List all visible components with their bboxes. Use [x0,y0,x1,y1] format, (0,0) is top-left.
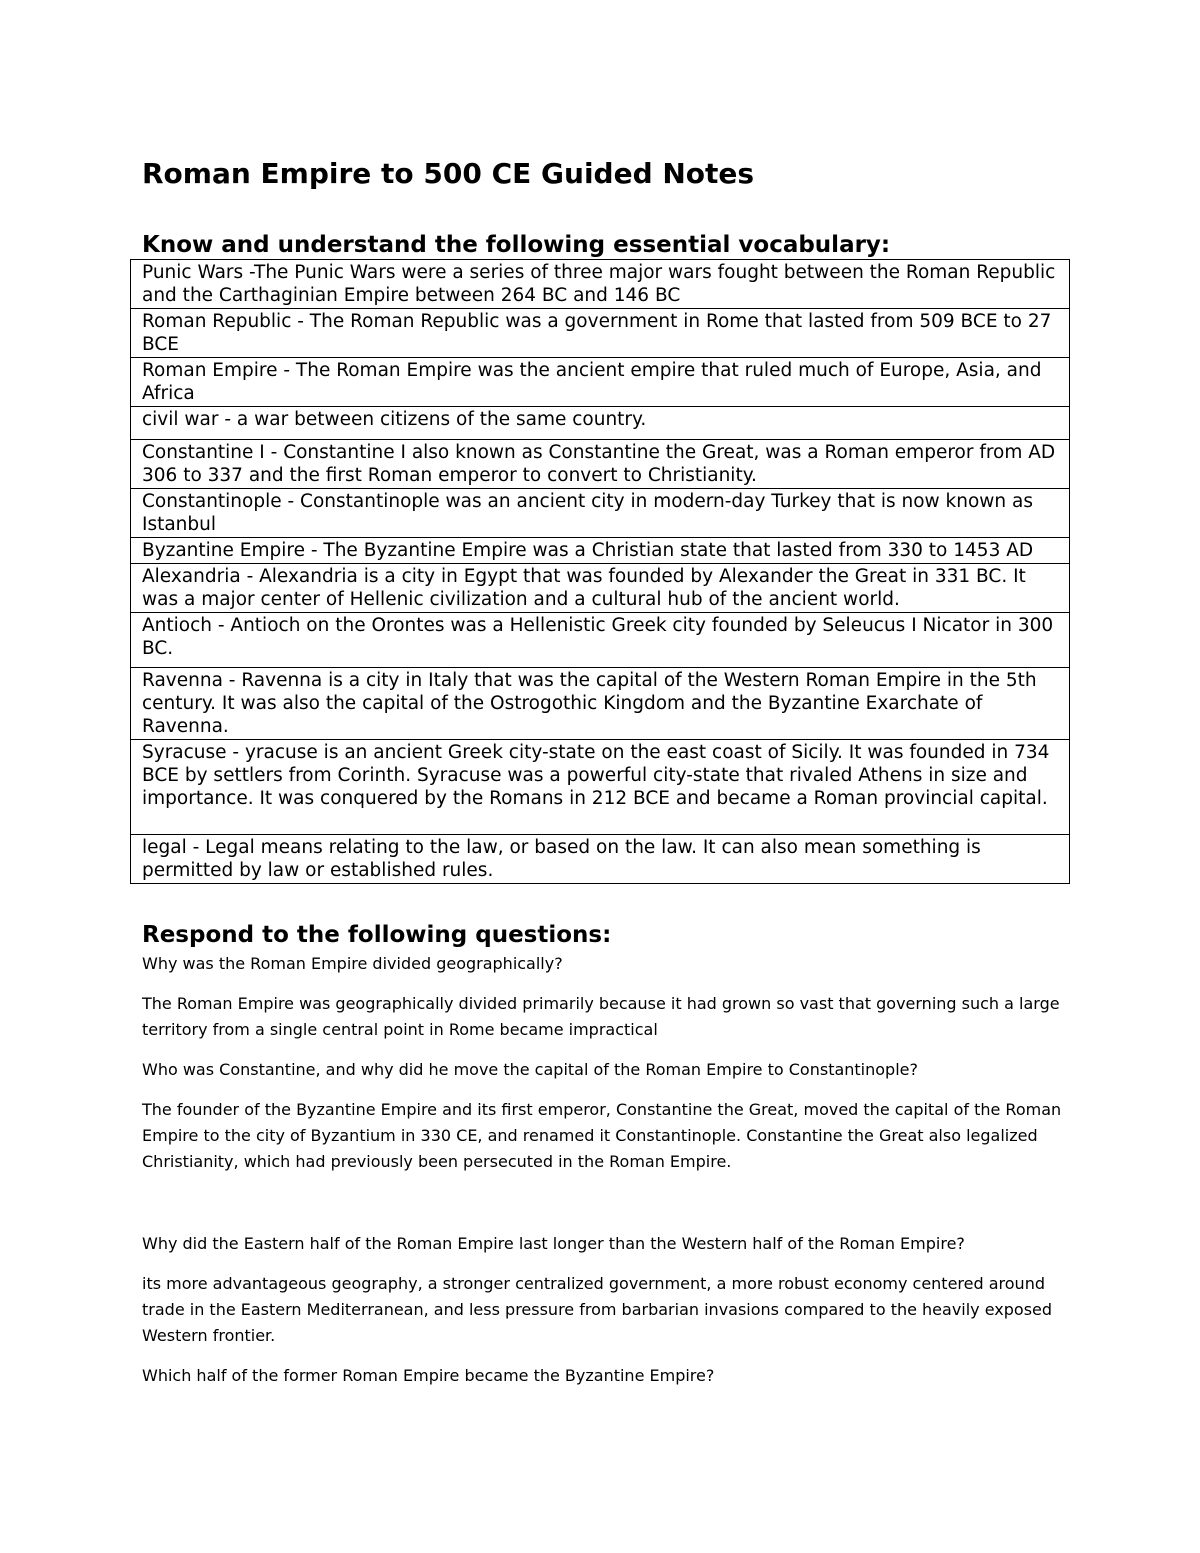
page-title: Roman Empire to 500 CE Guided Notes [142,157,755,190]
questions-heading: Respond to the following questions: [142,922,612,948]
question-3: Why did the Eastern half of the Roman Empire last longer than the Western half of the Roman Empire? [142,1234,965,1253]
vocab-syracuse: Syracuse - yracuse is an ancient Greek city-state on the east coast of Sicily. It was founded in 734 BCE by settlers from Corinth. Syracuse was a powerful city-state that rivaled Athens in size and importance. It was conquered by the Romans in 212 BCE and became a Roman provincial capital. [131,740,1070,835]
vocab-alexandria: Alexandria - Alexandria is a city in Egypt that was founded by Alexander the Great in 331 BC. It was a major center of Hellenic civilization and a cultural hub of the ancient world. [131,564,1070,613]
vocab-table [130,259,1070,884]
vocab-byzantine-empire: Byzantine Empire - The Byzantine Empire was a Christian state that lasted from 330 to 1453 AD [131,538,1070,564]
answer-3: its more advantageous geography, a stronger centralized government, a more robust economy centered around trade in the Eastern Mediterranean, and less pressure from barbarian invasions compared to the heavily exposed Western frontier. [142,1274,1053,1345]
vocab-legal: legal - Legal means relating to the law, or based on the law. It can also mean something is permitted by law or established rules. [131,835,1070,884]
vocab-constantine: Constantine I - Constantine I also known as Constantine the Great, was a Roman emperor from AD 306 to 337 and the first Roman emperor to convert to Christianity. [131,440,1070,489]
table-row [131,309,1070,358]
table-row [131,613,1070,668]
table-row [131,740,1070,835]
question-1: Why was the Roman Empire divided geographically? [142,954,563,973]
answer-2: The founder of the Byzantine Empire and its first emperor, Constantine the Great, moved the capital of the Roman Empire to the city of Byzantium in 330 CE, and renamed it Constantinople. Constantine the Great also legalized Christianity, which had previously been persecuted in the Roman Empire. [142,1100,1062,1171]
vocab-civil-war: civil war - a war between citizens of the same country. [131,407,1070,440]
vocab-heading: Know and understand the following essential vocabulary: [142,232,891,258]
vocab-ravenna: Ravenna - Ravenna is a city in Italy that was the capital of the Western Roman Empire in the 5th century. It was also the capital of the Ostrogothic Kingdom and the Byzantine Exarchate of Ravenna. [131,668,1070,740]
answer-1: The Roman Empire was geographically divided primarily because it had grown so vast that governing such a large territory from a single central point in Rome became impractical [142,994,1060,1039]
table-row [131,489,1070,538]
vocab-roman-republic: Roman Republic - The Roman Republic was a government in Rome that lasted from 509 BCE to 27 BCE [131,309,1070,358]
table-row [131,358,1070,407]
table-row [131,564,1070,613]
vocab-punic-wars: Punic Wars -The Punic Wars were a series of three major wars fought between the Roman Republic and the Carthaginian Empire between 264 BC and 146 BC [131,260,1070,309]
table-row [131,835,1070,884]
vocab-antioch: Antioch - Antioch on the Orontes was a Hellenistic Greek city founded by Seleucus I Nicator in 300 BC. [131,613,1070,668]
vocab-roman-empire: Roman Empire - The Roman Empire was the ancient empire that ruled much of Europe, Asia, and Africa [131,358,1070,407]
question-4: Which half of the former Roman Empire became the Byzantine Empire? [142,1366,715,1385]
table-row [131,407,1070,440]
table-row [131,668,1070,740]
table-row [131,538,1070,564]
vocab-constantinople: Constantinople - Constantinople was an ancient city in modern-day Turkey that is now known as Istanbul [131,489,1070,538]
table-row [131,440,1070,489]
question-2: Who was Constantine, and why did he move the capital of the Roman Empire to Constantinople? [142,1060,918,1079]
table-row [131,260,1070,309]
